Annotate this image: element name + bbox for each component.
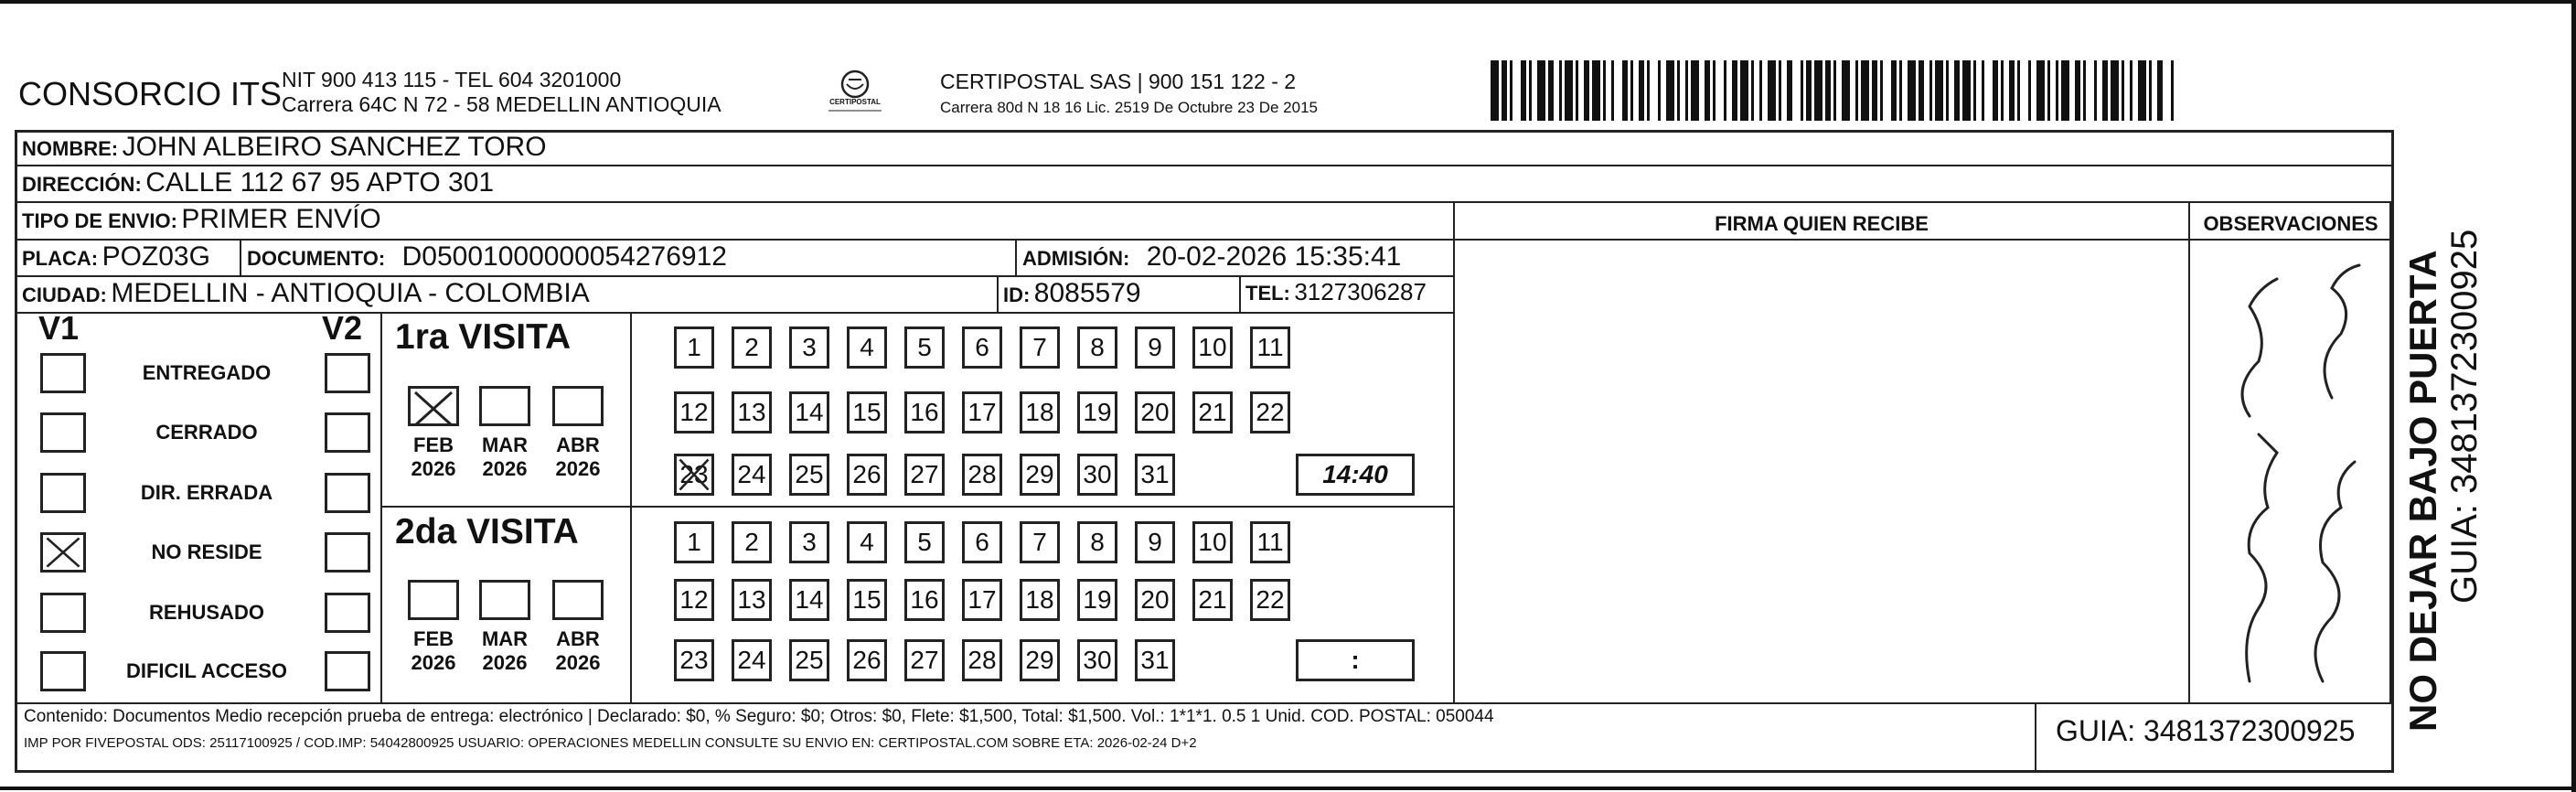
placa-field <box>22 241 210 273</box>
visita1-title: 1ra VISITA <box>395 317 572 357</box>
direccion-field <box>22 167 494 198</box>
right-border <box>2571 0 2576 792</box>
status-label: DIR. ERRADA <box>140 481 273 504</box>
barcode-bar <box>1768 60 1776 121</box>
day-box[interactable] <box>847 579 887 621</box>
day-number: 10 <box>1198 528 1227 556</box>
visita-col-divider <box>630 312 632 702</box>
day-box[interactable] <box>1077 326 1117 369</box>
day-box[interactable] <box>1135 454 1175 496</box>
barcode-gap <box>1792 60 1801 121</box>
handwriting-strokes <box>2195 252 2387 700</box>
month-label <box>541 433 615 481</box>
day-box[interactable] <box>847 326 887 369</box>
documento-field <box>247 241 727 273</box>
month-checkbox-feb[interactable] <box>408 386 459 426</box>
day-box[interactable] <box>732 521 772 563</box>
day-box[interactable] <box>732 579 772 621</box>
day-box[interactable] <box>732 454 772 496</box>
v2-header: V2 <box>322 309 363 347</box>
day-box[interactable] <box>1135 326 1175 369</box>
day-number: 24 <box>737 646 766 674</box>
company-nit: NIT 900 413 115 - TEL 604 3201000 <box>282 68 622 91</box>
barcode-bar <box>2111 60 2119 121</box>
day-box[interactable] <box>674 326 714 369</box>
footer-guia: GUIA: 3481372300925 <box>2056 714 2356 747</box>
day-number: 9 <box>1148 333 1162 361</box>
barcode-gap <box>1984 60 1993 121</box>
day-number: 2 <box>744 528 759 556</box>
v1-checkbox[interactable] <box>40 353 86 393</box>
day-box[interactable] <box>1020 579 1060 621</box>
barcode-gap <box>1883 60 1891 121</box>
frame-bottom <box>15 770 2394 773</box>
documento-label: DOCUMENTO: <box>247 247 386 270</box>
day-number: 20 <box>1140 585 1170 614</box>
day-number: 17 <box>967 585 997 614</box>
day-number: 28 <box>967 460 997 488</box>
col-divider <box>997 275 999 312</box>
day-number: 26 <box>852 646 882 674</box>
day-number: 3 <box>802 528 817 556</box>
day-number: 29 <box>1025 646 1054 674</box>
day-box[interactable] <box>1135 639 1175 681</box>
day-number: 6 <box>975 333 989 361</box>
day-box[interactable] <box>904 521 945 563</box>
day-number: 7 <box>1032 333 1047 361</box>
day-box[interactable] <box>1020 521 1060 563</box>
day-number: 12 <box>679 585 709 614</box>
day-box[interactable] <box>1250 326 1290 369</box>
day-box[interactable] <box>789 454 829 496</box>
tel-label: TEL: <box>1245 282 1290 305</box>
barcode-gap <box>1614 60 1622 121</box>
bottom-border <box>0 787 2576 790</box>
frame-left <box>15 130 17 772</box>
month-name: MAR <box>481 433 529 456</box>
month-year: 2026 <box>482 651 528 674</box>
placa-value: POZ03G <box>102 241 210 272</box>
barcode-bar <box>1565 60 1573 121</box>
col-divider <box>240 239 241 275</box>
certipostal-logo <box>823 68 887 115</box>
tel-field <box>1245 278 1427 306</box>
barcode-bar <box>1740 60 1748 121</box>
id-value: 8085579 <box>1033 278 1141 308</box>
barcode-bar <box>1908 60 1916 121</box>
day-box[interactable] <box>1250 579 1290 621</box>
day-box[interactable] <box>962 579 1002 621</box>
time-value: 14:40 <box>1322 460 1388 488</box>
row-divider <box>15 165 2392 166</box>
status-label: REHUSADO <box>149 601 264 624</box>
time-value: : <box>1351 646 1360 674</box>
barcode-gap <box>2163 60 2171 121</box>
day-number: 31 <box>1140 646 1170 674</box>
logo-text: CERTIPOSTAL <box>829 98 881 106</box>
v2-checkbox[interactable] <box>325 412 370 453</box>
day-box[interactable] <box>732 639 772 681</box>
day-box[interactable] <box>962 639 1002 681</box>
day-number: 8 <box>1090 333 1105 361</box>
nombre-label: NOMBRE: <box>22 137 119 160</box>
top-border <box>0 0 2576 4</box>
documento-value: D05001000000054276912 <box>401 241 727 272</box>
day-box[interactable] <box>1077 639 1117 681</box>
nombre-value: JOHN ALBEIRO SANCHEZ TORO <box>122 132 547 162</box>
time-box[interactable] <box>1296 639 1415 681</box>
v1-checkbox[interactable] <box>40 651 86 691</box>
v1-checkbox[interactable] <box>40 593 86 633</box>
day-box[interactable] <box>904 326 945 369</box>
day-number: 22 <box>1256 585 1285 614</box>
day-box[interactable] <box>1020 391 1060 433</box>
month-name: ABR <box>556 627 600 650</box>
month-checkbox-abr[interactable] <box>552 580 604 620</box>
day-box[interactable] <box>1192 521 1233 563</box>
month-checkbox-mar[interactable] <box>479 580 530 620</box>
day-number: 28 <box>967 646 997 674</box>
col-divider <box>2389 201 2391 702</box>
company-name: CONSORCIO ITS <box>18 75 283 112</box>
barcode-bar <box>1491 60 1499 121</box>
side-guia: GUIA: 3481372300925 <box>2444 229 2485 604</box>
tipo-label: TIPO DE ENVIO: <box>22 209 177 232</box>
day-number: 25 <box>795 646 824 674</box>
day-box[interactable] <box>962 454 1002 496</box>
month-label <box>468 433 541 481</box>
month-name: FEB <box>413 627 454 650</box>
day-box[interactable] <box>1020 639 1060 681</box>
month-label <box>397 433 470 481</box>
day-box[interactable] <box>904 454 945 496</box>
barcode-bar <box>2138 60 2146 121</box>
barcode-bar <box>1962 60 1971 121</box>
month-name: FEB <box>413 433 454 456</box>
footer-contenido: Contenido: Documentos Medio recepción prueba de entrega: electrónico | Declarado: $0, % Seguro: $0; Otros: $0, Flete: $1,500, Total: $1,500. Vol.: 1*1*1. 0.5 1 Unid. COD. POSTAL: 050044 <box>24 707 1494 726</box>
day-box[interactable] <box>1020 326 1060 369</box>
barcode-bar <box>1592 60 1600 121</box>
frame-right <box>2391 130 2394 772</box>
day-number: 10 <box>1198 333 1227 361</box>
day-box[interactable] <box>847 454 887 496</box>
day-box[interactable] <box>1250 521 1290 563</box>
month-checkbox-mar[interactable] <box>479 386 530 426</box>
day-box[interactable] <box>789 639 829 681</box>
day-number: 16 <box>910 585 939 614</box>
barcode-bar <box>1537 60 1545 121</box>
day-box[interactable] <box>674 391 714 433</box>
barcode-bar <box>1935 60 1943 121</box>
day-number: 4 <box>860 528 874 556</box>
row-divider <box>15 239 2392 241</box>
day-box[interactable] <box>847 639 887 681</box>
footer-imp: IMP POR FIVEPOSTAL ODS: 25117100925 / COD.IMP: 54042800925 USUARIO: OPERACIONES MEDELLIN CONSULTE SU ENVIO EN: CERTIPOSTAL.COM SOBRE ETA: 2026-02-24 D+2 <box>24 735 1197 751</box>
day-box[interactable] <box>962 521 1002 563</box>
day-number: 5 <box>917 333 932 361</box>
day-number: 9 <box>1148 528 1162 556</box>
barcode-bar <box>2061 60 2069 121</box>
day-number: 15 <box>852 398 882 426</box>
day-number: 24 <box>737 460 766 488</box>
day-mark-x <box>677 456 711 493</box>
row-divider <box>15 201 2392 203</box>
row-divider <box>15 275 1454 277</box>
day-number: 22 <box>1256 398 1285 426</box>
day-number: 21 <box>1198 585 1227 614</box>
day-number: 14 <box>795 398 824 426</box>
day-number: 13 <box>737 585 766 614</box>
day-box[interactable] <box>1192 326 1233 369</box>
day-number: 13 <box>737 398 766 426</box>
day-number: 25 <box>795 460 824 488</box>
day-box[interactable] <box>789 521 829 563</box>
day-number: 3 <box>802 333 817 361</box>
direccion-label: DIRECCIÓN: <box>22 173 142 196</box>
day-number: 12 <box>679 398 709 426</box>
v2-checkbox[interactable] <box>325 473 370 513</box>
day-number: 23 <box>679 646 709 674</box>
v2-checkbox[interactable] <box>325 593 370 633</box>
company-address: Carrera 64C N 72 - 58 MEDELLIN ANTIOQUIA <box>282 92 721 116</box>
day-number: 21 <box>1198 398 1227 426</box>
col-divider <box>1453 201 1455 702</box>
day-number: 2 <box>744 333 759 361</box>
day-number: 16 <box>910 398 939 426</box>
observaciones-handwriting <box>2195 252 2387 700</box>
footer-divider <box>2035 702 2036 770</box>
day-number: 20 <box>1140 398 1170 426</box>
barcode-gap <box>2174 60 2176 121</box>
status-label: DIFICIL ACCESO <box>125 659 287 682</box>
barcode-bar <box>1691 60 1699 121</box>
v1-checkbox[interactable] <box>40 473 86 513</box>
day-box[interactable] <box>1020 454 1060 496</box>
day-number: 11 <box>1256 528 1284 556</box>
day-box[interactable] <box>904 639 945 681</box>
certipostal-line2: Carrera 80d N 18 16 Lic. 2519 De Octubre 23 De 2015 <box>940 99 1318 116</box>
month-year: 2026 <box>411 651 456 674</box>
day-box[interactable] <box>962 326 1002 369</box>
day-number: 30 <box>1083 460 1112 488</box>
nombre-field <box>22 132 547 163</box>
status-label: ENTREGADO <box>142 361 272 384</box>
ciudad-label: CIUDAD: <box>22 284 107 306</box>
day-number: 1 <box>687 333 701 361</box>
visita2-title: 2da VISITA <box>395 512 579 551</box>
day-number: 19 <box>1083 585 1112 614</box>
day-number: 17 <box>967 398 997 426</box>
day-number: 11 <box>1256 333 1284 361</box>
day-box[interactable] <box>674 521 714 563</box>
company-info <box>282 68 721 117</box>
day-box[interactable] <box>1135 521 1175 563</box>
v2-checkbox[interactable] <box>325 651 370 691</box>
day-box[interactable] <box>674 579 714 621</box>
tipo-value: PRIMER ENVÍO <box>181 204 381 234</box>
day-number: 14 <box>795 585 824 614</box>
day-number: 30 <box>1083 646 1112 674</box>
barcode-bar <box>1814 60 1822 121</box>
day-number: 31 <box>1140 460 1170 488</box>
day-number: 1 <box>687 528 701 556</box>
col-divider <box>1239 275 1241 312</box>
barcode <box>1491 60 2176 121</box>
day-box[interactable] <box>1077 521 1117 563</box>
v2-checkbox[interactable] <box>325 532 370 573</box>
v1-checkbox[interactable] <box>40 412 86 453</box>
status-label: NO RESIDE <box>151 540 262 563</box>
month-label <box>541 627 615 675</box>
day-box[interactable] <box>1135 579 1175 621</box>
tel-value: 3127306287 <box>1294 278 1427 305</box>
day-box[interactable] <box>904 391 945 433</box>
month-year: 2026 <box>411 457 456 480</box>
direccion-value: CALLE 112 67 95 APTO 301 <box>145 167 495 198</box>
month-year: 2026 <box>482 457 528 480</box>
day-box[interactable] <box>789 579 829 621</box>
barcode-gap <box>2020 60 2028 121</box>
day-box[interactable] <box>1192 579 1233 621</box>
day-number: 5 <box>917 528 932 556</box>
day-box[interactable] <box>732 391 772 433</box>
side-no-dejar: NO DEJAR BAJO PUERTA <box>2401 250 2444 732</box>
status-label: CERRADO <box>155 421 258 444</box>
day-box[interactable] <box>789 326 829 369</box>
day-box[interactable] <box>732 326 772 369</box>
day-number: 7 <box>1032 528 1047 556</box>
day-number: 18 <box>1025 398 1054 426</box>
time-box[interactable] <box>1296 454 1415 496</box>
day-number: 27 <box>910 646 939 674</box>
day-box[interactable] <box>847 391 887 433</box>
day-number: 4 <box>860 333 874 361</box>
day-number: 27 <box>910 460 939 488</box>
month-label <box>468 627 541 675</box>
day-box[interactable] <box>674 454 714 496</box>
day-box[interactable] <box>1077 454 1117 496</box>
day-box[interactable] <box>904 579 945 621</box>
day-number: 23 <box>679 460 709 488</box>
admision-value: 20-02-2026 15:35:41 <box>1146 241 1402 272</box>
barcode-gap <box>1716 60 1724 121</box>
col-divider <box>1015 239 1017 275</box>
id-field <box>1003 278 1141 309</box>
barcode-bar <box>1842 60 1850 121</box>
barcode-bar <box>1666 60 1674 121</box>
obs-divider <box>2188 239 2391 241</box>
day-box[interactable] <box>1192 391 1233 433</box>
day-box[interactable] <box>789 391 829 433</box>
v2-checkbox[interactable] <box>325 353 370 393</box>
placa-label: PLACA: <box>22 247 99 270</box>
day-box[interactable] <box>1077 579 1117 621</box>
ciudad-field <box>22 278 590 309</box>
month-checkbox-feb[interactable] <box>408 580 459 620</box>
certipostal-line1: CERTIPOSTAL SAS | 900 151 122 - 2 <box>940 70 1297 93</box>
col-divider <box>2188 201 2190 702</box>
firma-header: FIRMA QUIEN RECIBE <box>1715 212 1929 235</box>
month-name: MAR <box>481 627 529 650</box>
month-name: ABR <box>556 433 600 456</box>
day-number: 26 <box>852 460 882 488</box>
day-number: 6 <box>975 528 989 556</box>
day-box[interactable] <box>1077 391 1117 433</box>
visita-divider <box>380 506 1454 508</box>
month-label <box>397 627 470 675</box>
barcode-bar <box>1861 60 1869 121</box>
tipo-envio-field <box>22 204 381 235</box>
month-checkbox-abr[interactable] <box>552 386 604 426</box>
id-label: ID: <box>1003 284 1031 306</box>
day-number: 15 <box>852 585 882 614</box>
day-number: 18 <box>1025 585 1054 614</box>
day-box[interactable] <box>847 521 887 563</box>
admision-label: ADMISIÓN: <box>1022 247 1130 270</box>
barcode-bar <box>2036 60 2045 121</box>
barcode-gap <box>2086 60 2094 121</box>
day-box[interactable] <box>1135 391 1175 433</box>
month-year: 2026 <box>555 457 601 480</box>
row-divider <box>15 312 1454 314</box>
day-number: 29 <box>1025 460 1054 488</box>
v1-checkbox[interactable] <box>40 532 86 573</box>
month-year: 2026 <box>555 651 601 674</box>
day-box[interactable] <box>674 639 714 681</box>
admision-field <box>1022 241 1401 273</box>
barcode-gap <box>1512 60 1521 121</box>
observaciones-header: OBSERVACIONES <box>2203 212 2378 235</box>
barcode-gap <box>1650 60 1658 121</box>
day-number: 19 <box>1083 398 1112 426</box>
day-box[interactable] <box>962 391 1002 433</box>
day-box[interactable] <box>1250 391 1290 433</box>
v1-header: V1 <box>38 309 80 347</box>
day-number: 8 <box>1090 528 1105 556</box>
ciudad-value: MEDELLIN - ANTIOQUIA - COLOMBIA <box>111 278 590 308</box>
